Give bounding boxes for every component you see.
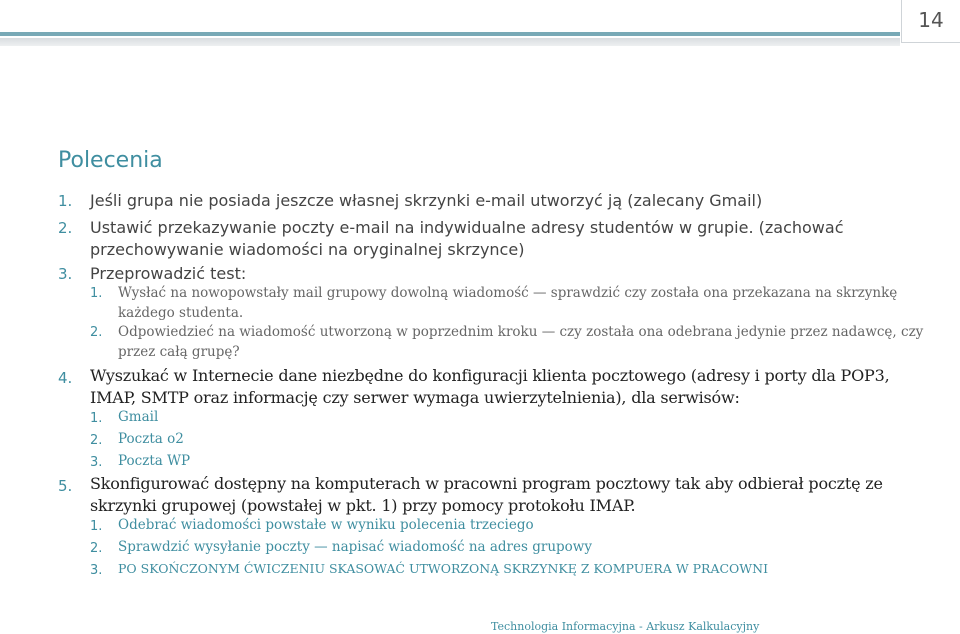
sub-item-text: Sprawdzić wysyłanie poczty — napisać wiadomość na adres grupowy xyxy=(118,539,592,555)
sub-item-number: 1. xyxy=(90,411,103,426)
footer-text: Technologia Informacyjna - Arkusz Kalkulacyjny xyxy=(491,620,760,633)
page-number: 14 xyxy=(901,0,960,43)
sub-item-text: Poczta o2 xyxy=(118,431,184,447)
sub-item-text-continued: przez całą grupę? xyxy=(118,344,240,360)
sub-item-number: 1. xyxy=(90,519,103,534)
list-item-number: 1. xyxy=(58,192,73,210)
list-item-text: Skonfigurować dostępny na komputerach w pracowni program pocztowy tak aby odbierał pocztę ze xyxy=(90,474,883,493)
list-item-number: 2. xyxy=(58,219,73,237)
sub-item-text: Poczta WP xyxy=(118,453,191,469)
sub-item-text: Odpowiedzieć na wiadomość utworzoną w poprzednim kroku — czy została ona odebrana jedynie przez nadawcę, czy xyxy=(118,324,924,340)
header-rule xyxy=(0,32,900,36)
header-shadow-rule xyxy=(0,38,900,46)
list-item-text-continued: przechowywanie wiadomości na oryginalnej skrzynce) xyxy=(90,240,525,259)
list-item-number: 4. xyxy=(58,369,73,387)
page-title: Polecenia xyxy=(58,148,163,173)
sub-item-text: Wysłać na nowopowstały mail grupowy dowolną wiadomość — sprawdzić czy została ona przekazana na skrzynkę xyxy=(118,285,898,301)
sub-item-number: 1. xyxy=(90,286,103,301)
list-item-number: 5. xyxy=(58,477,73,495)
list-item-number: 3. xyxy=(58,265,73,283)
sub-item-number: 3. xyxy=(90,455,103,470)
sub-item-text: Odebrać wiadomości powstałe w wyniku polecenia trzeciego xyxy=(118,517,534,533)
list-item-text: Przeprowadzić test: xyxy=(90,264,247,283)
list-item-text: Ustawić przekazywanie poczty e-mail na indywidualne adresy studentów w grupie. (zachować xyxy=(90,218,844,237)
list-item-text: Jeśli grupa nie posiada jeszcze własnej skrzynki e-mail utworzyć ją (zalecany Gmail) xyxy=(90,191,763,210)
sub-item-number: 3. xyxy=(90,563,103,578)
list-item-text-continued: skrzynki grupowej (powstałej w pkt. 1) przy pomocy protokołu IMAP. xyxy=(90,496,636,515)
list-item-text: Wyszukać w Internecie dane niezbędne do konfiguracji klienta pocztowego (adresy i porty dla POP3, xyxy=(90,366,890,385)
sub-item-text: Gmail xyxy=(118,409,159,425)
sub-item-text: PO SKOŃCZONYM ĆWICZENIU SKASOWAĆ UTWORZONĄ SKRZYNKĘ Z KOMPUERA W PRACOWNI xyxy=(118,561,769,576)
sub-item-text-continued: każdego studenta. xyxy=(118,305,244,321)
sub-item-number: 2. xyxy=(90,541,103,556)
list-item-text-continued: IMAP, SMTP oraz informację czy serwer wymaga uwierzytelnienia), dla serwisów: xyxy=(90,388,740,407)
sub-item-number: 2. xyxy=(90,433,103,448)
sub-item-number: 2. xyxy=(90,325,103,340)
